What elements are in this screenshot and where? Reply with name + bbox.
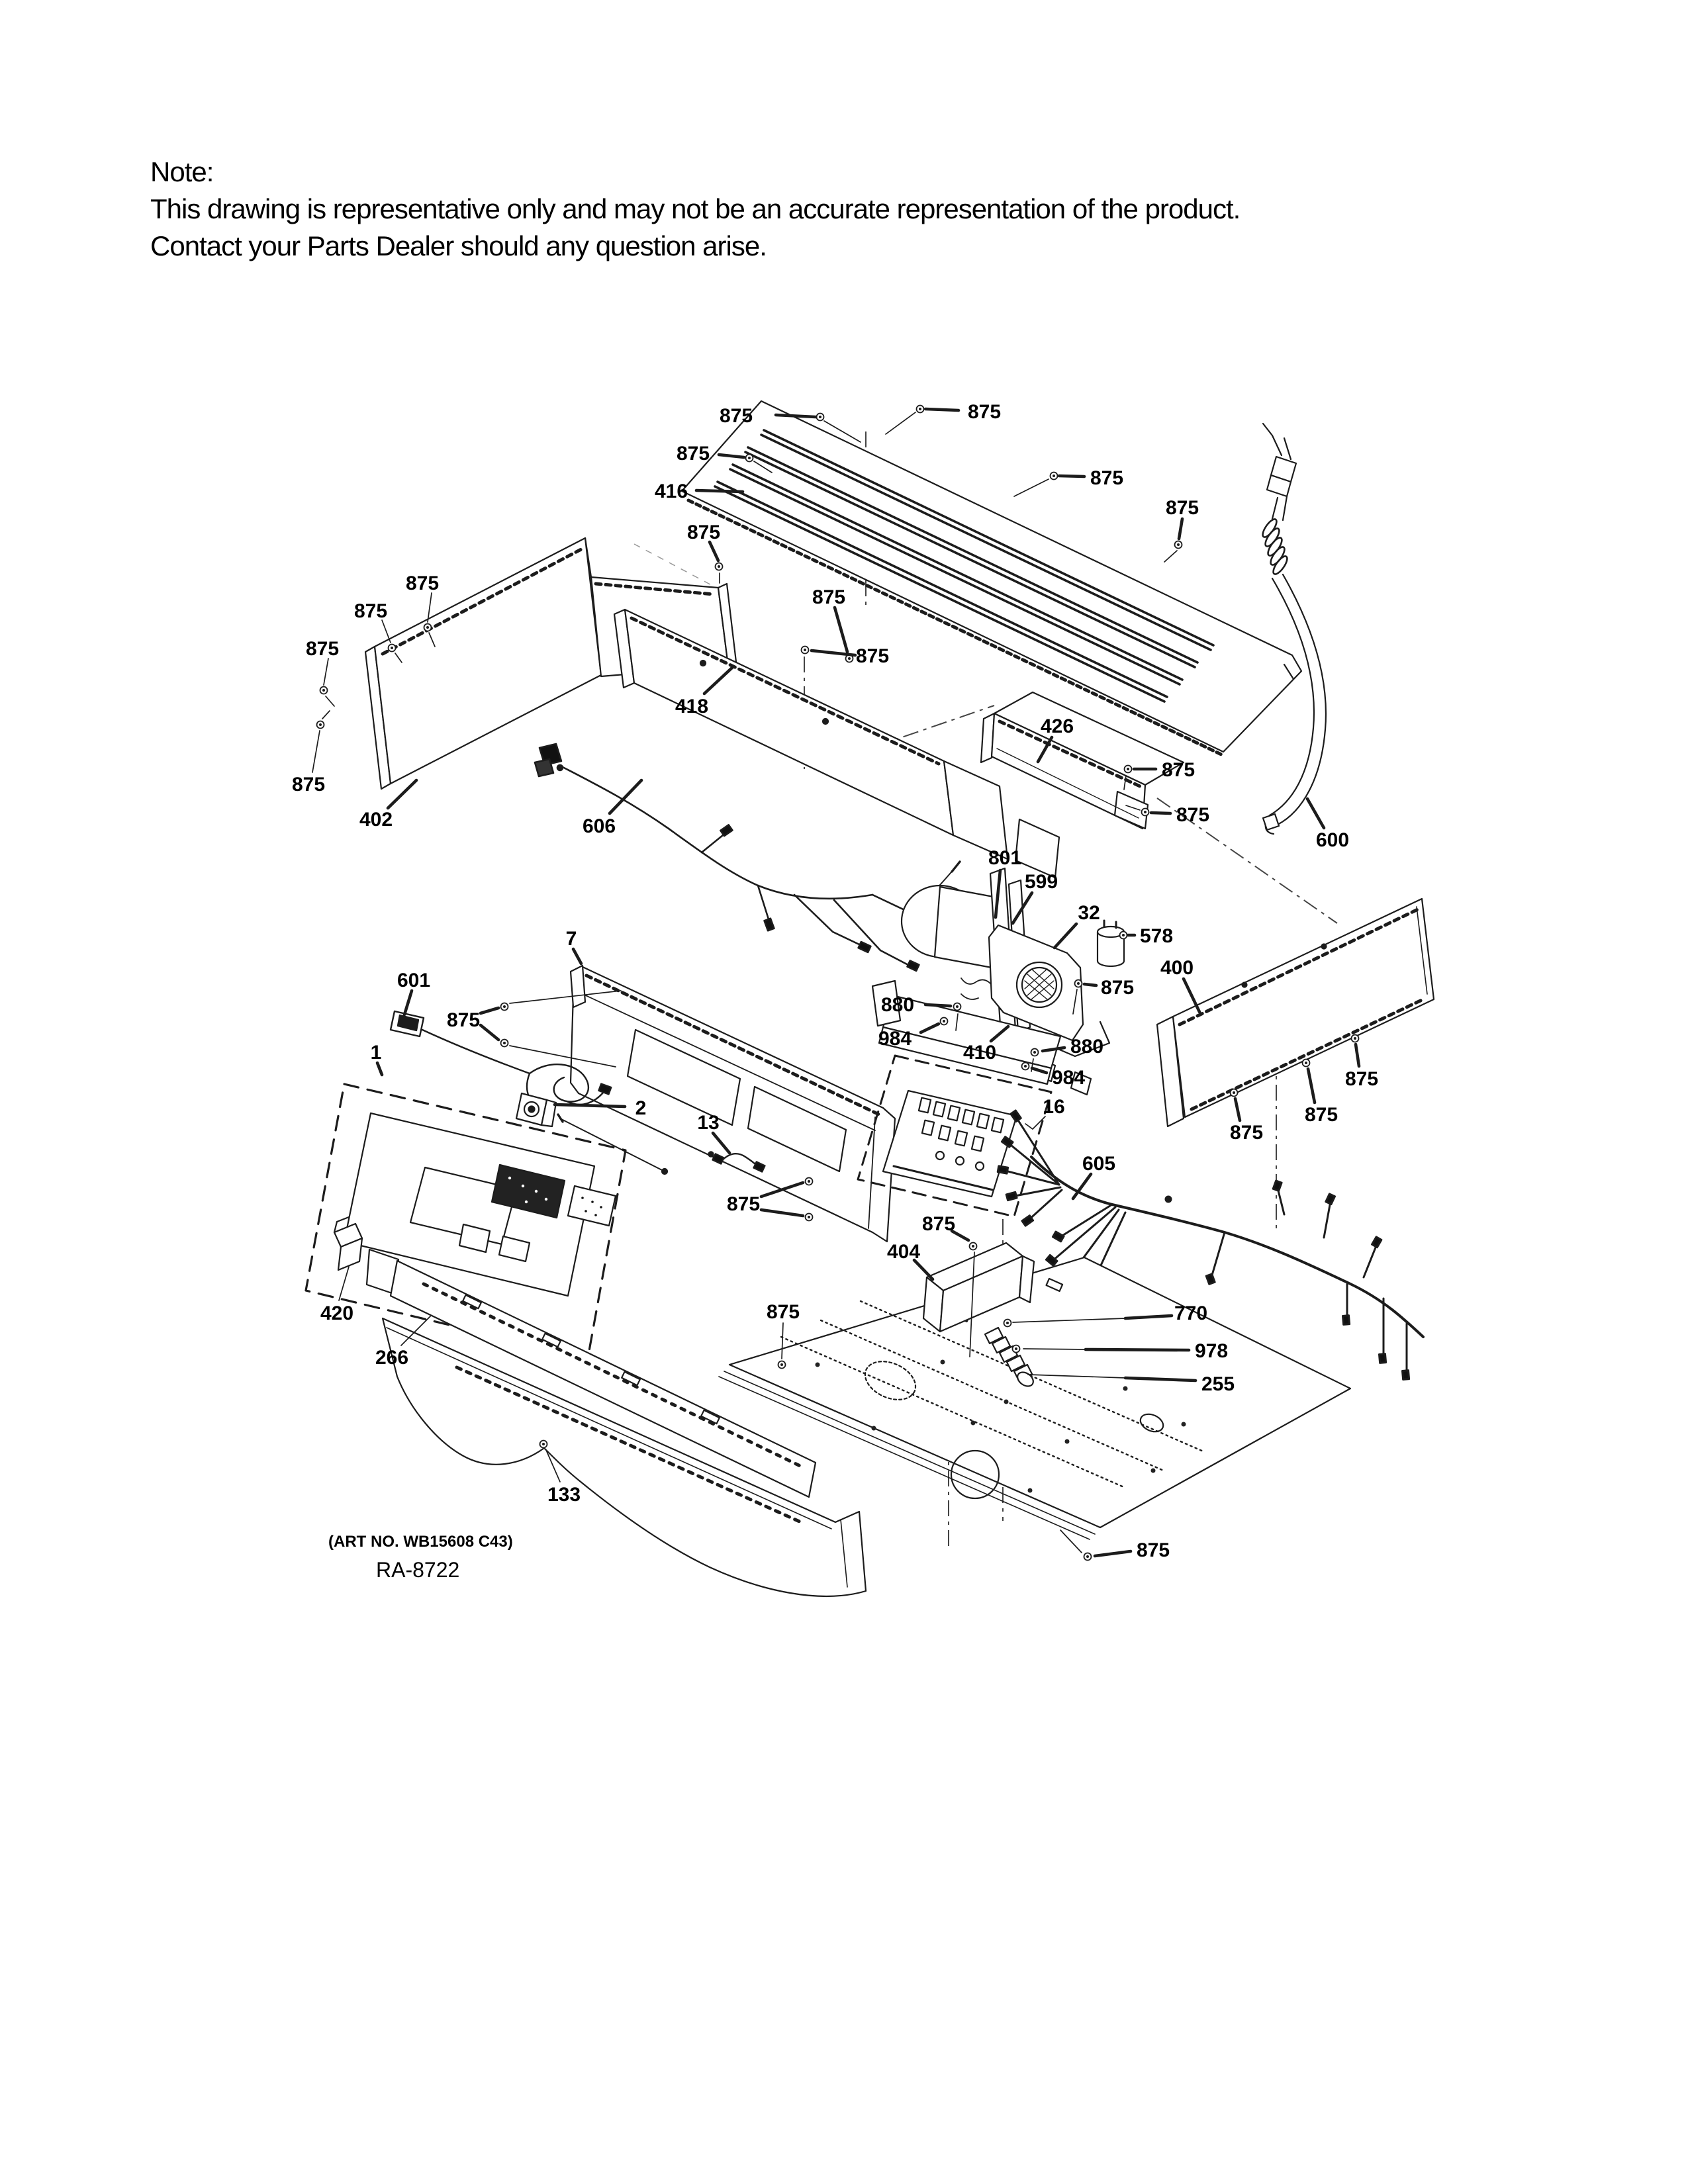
- part-number-label: 410: [962, 1042, 997, 1064]
- part-number-label: 984: [878, 1028, 912, 1050]
- art-number: (ART NO. WB15608 C43): [328, 1533, 513, 1551]
- part-number-label: 770: [1174, 1302, 1208, 1324]
- capacitor-578: [1098, 921, 1124, 966]
- part-number-label: 801: [988, 847, 1022, 869]
- part-number-label: 875: [291, 774, 326, 796]
- part-number-label: 875: [1344, 1068, 1379, 1090]
- callout-400: [1160, 957, 1199, 1012]
- part-number-label: 1: [370, 1042, 382, 1064]
- callout-875: [886, 401, 1001, 434]
- note-title: Note:: [150, 156, 214, 187]
- power-cord-600: [1260, 424, 1326, 834]
- callout-875: [1014, 467, 1123, 496]
- part-number-label: 605: [1082, 1153, 1116, 1175]
- part-number-label: 875: [1304, 1104, 1338, 1126]
- callout-601: [397, 970, 430, 1015]
- callout-600: [1307, 799, 1349, 851]
- callout-875: [1303, 1060, 1338, 1126]
- part-number-label: 875: [921, 1213, 956, 1235]
- part-number-label: 404: [886, 1241, 921, 1263]
- callout-875: [306, 638, 339, 706]
- part-number-label: 16: [1043, 1096, 1065, 1118]
- part-number-label: 600: [1315, 829, 1350, 851]
- callout-1: [371, 1042, 382, 1075]
- callout-875: [1345, 1035, 1378, 1091]
- part-number-label: 578: [1139, 925, 1174, 947]
- callout-578: [1120, 925, 1174, 947]
- callout-875: [1230, 1089, 1263, 1144]
- part-number-label: 875: [967, 401, 1002, 423]
- part-number-label: 875: [676, 443, 710, 465]
- part-number-label: 133: [547, 1484, 581, 1506]
- part-number-label: 402: [359, 809, 393, 831]
- part-number-label: 880: [1070, 1036, 1104, 1058]
- part-number-label: 875: [446, 1009, 481, 1031]
- part-number-label: 606: [582, 815, 616, 837]
- part-number-label: 601: [397, 970, 431, 991]
- part-number-label: 32: [1078, 902, 1100, 924]
- part-number-label: 875: [1161, 759, 1196, 781]
- callout-404: [887, 1241, 933, 1279]
- part-number-label: 978: [1194, 1340, 1229, 1362]
- callout-16: [1025, 1096, 1065, 1129]
- part-number-label: 418: [675, 696, 709, 717]
- callout-32: [1055, 902, 1100, 948]
- part-number-label: 875: [812, 586, 846, 608]
- callout-875: [687, 522, 723, 583]
- part-number-label: 400: [1160, 957, 1194, 979]
- part-number-label: 255: [1201, 1373, 1235, 1395]
- part-number-label: 416: [654, 480, 688, 502]
- note-line-1: This drawing is representative only and may not be an accurate representation of the product.: [150, 193, 1241, 224]
- part-number-label: 875: [405, 572, 440, 594]
- callout-605: [1073, 1153, 1115, 1199]
- part-number-label: 875: [726, 1193, 761, 1215]
- part-number-label: 7: [565, 928, 577, 950]
- part-number-label: 426: [1040, 715, 1074, 737]
- part-number-label: 875: [1176, 804, 1210, 826]
- part-number-label: 875: [353, 600, 388, 622]
- part-number-label: 875: [1165, 497, 1199, 519]
- chassis-pan: [719, 1257, 1350, 1539]
- part-number-label: 599: [1024, 871, 1058, 893]
- part-number-label: 875: [1100, 977, 1135, 999]
- part-number-label: 984: [1051, 1067, 1086, 1089]
- part-number-label: 875: [1229, 1122, 1264, 1144]
- part-number-label: 875: [766, 1301, 800, 1323]
- part-number-label: 875: [1136, 1539, 1170, 1561]
- callout-875: [1164, 497, 1199, 562]
- drawing-number: RA-8722: [376, 1558, 460, 1582]
- part-number-label: 875: [686, 522, 721, 543]
- note-line-2: Contact your Parts Dealer should any question arise.: [150, 230, 767, 261]
- part-number-label: 875: [1090, 467, 1124, 489]
- part-number-label: 880: [880, 994, 915, 1016]
- callout-606: [583, 780, 641, 837]
- callout-402: [359, 780, 416, 831]
- callout-7: [566, 928, 581, 964]
- callout-875: [1060, 1530, 1170, 1561]
- callout-875: [292, 711, 330, 796]
- part-number-label: 420: [320, 1302, 354, 1324]
- part-number-label: 2: [635, 1097, 647, 1119]
- part-number-label: 875: [305, 638, 340, 660]
- part-number-label: 875: [855, 645, 890, 667]
- part-number-label: 266: [375, 1347, 409, 1369]
- part-number-label: 13: [697, 1112, 720, 1134]
- part-number-label: 875: [719, 405, 753, 427]
